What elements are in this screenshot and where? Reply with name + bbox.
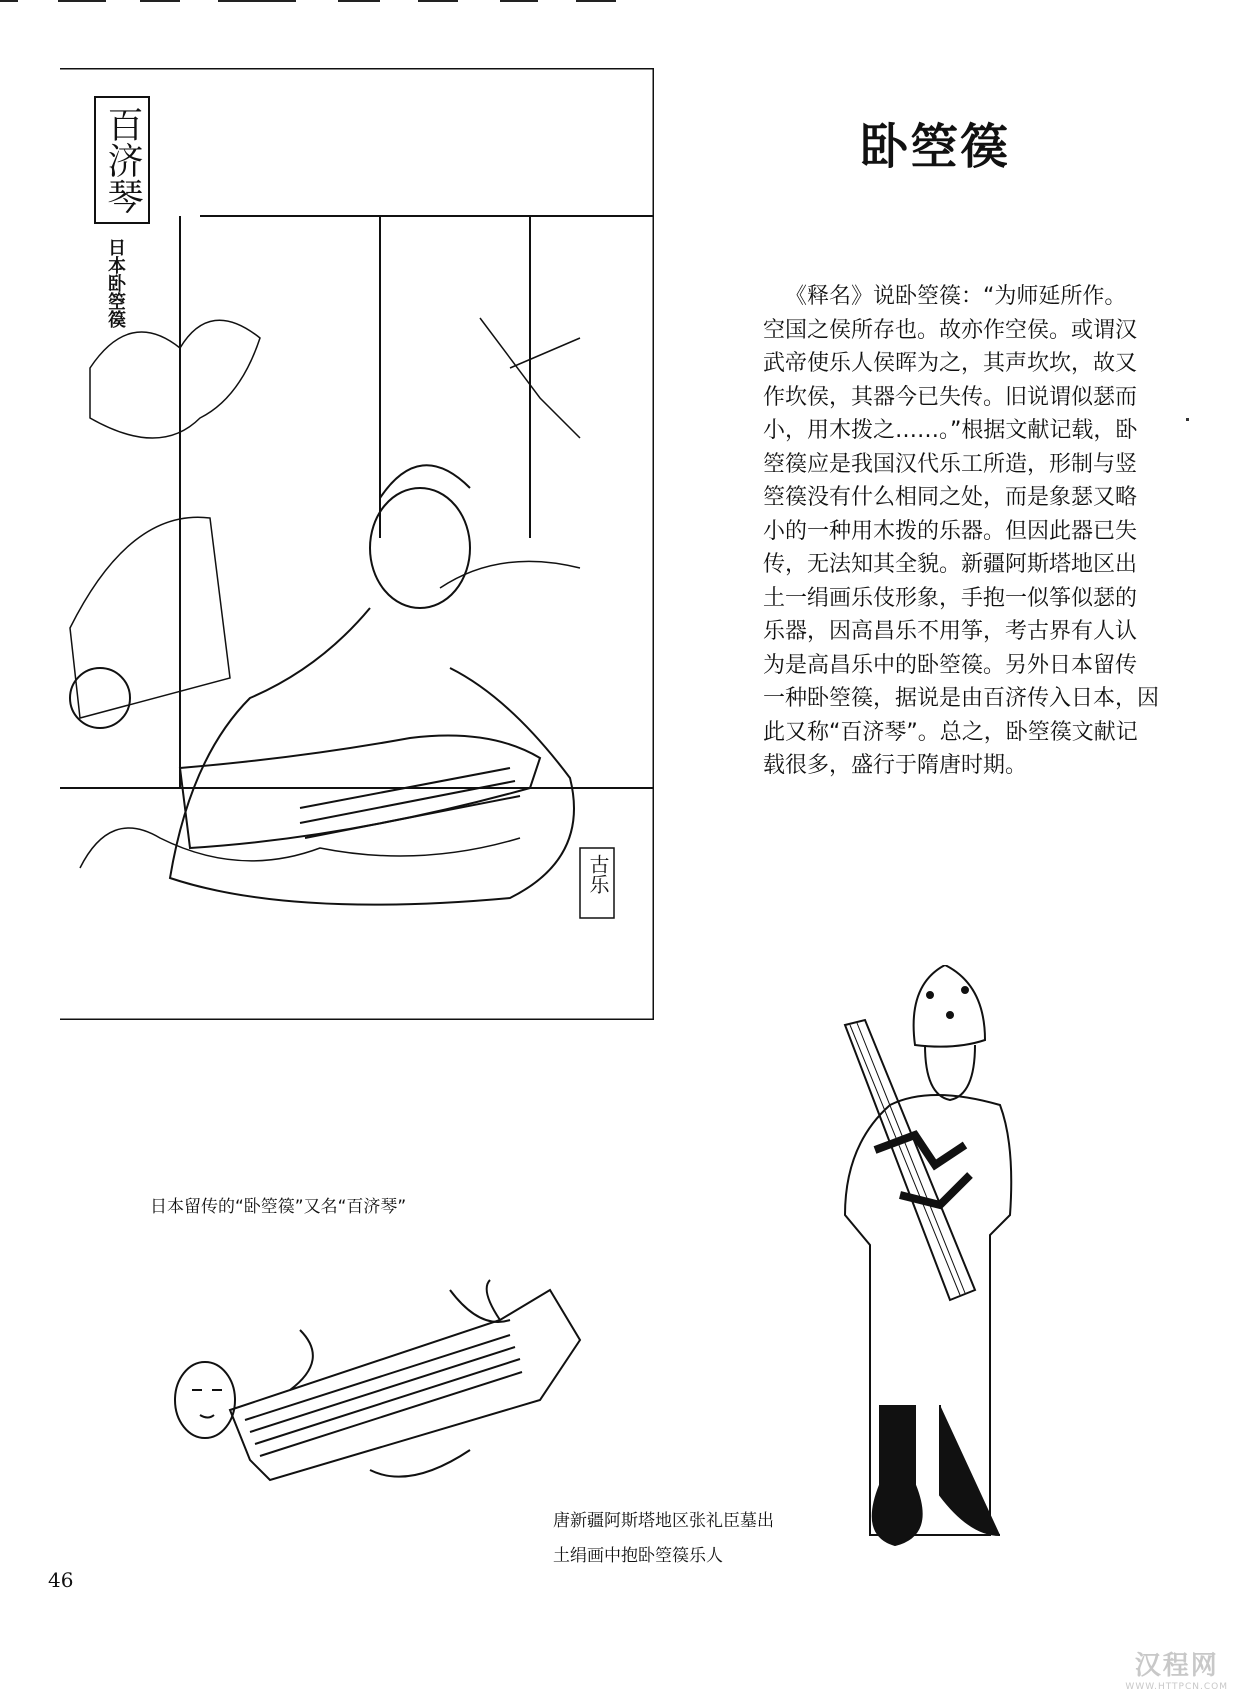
body-line: 小的一种用木拨的乐器。但因此器已失	[763, 518, 1138, 544]
body-line: 小，用木拨之……。”根据文献记载，卧	[763, 418, 1138, 443]
artist-seal: 古乐	[586, 854, 610, 894]
tang-musician-illustration	[830, 965, 1020, 1565]
body-line: 土一绢画乐伎形象，手抱一似筝似瑟的	[763, 585, 1138, 611]
body-line: 传，无法知其全貌。新疆阿斯塔地区出	[763, 552, 1138, 577]
vertical-label: 日本卧箜篌	[105, 238, 126, 328]
caption-japanese-instrument: 日本留传的“卧箜篌”又名“百济琴”	[150, 1197, 407, 1217]
scan-edge-mark	[140, 0, 180, 2]
geisha-koto-illustration	[60, 68, 654, 1020]
boxed-label: 百济琴	[94, 96, 150, 224]
watermark-name: 汉程网	[1134, 1651, 1219, 1681]
page-number: 46	[48, 1568, 74, 1592]
scan-edge-mark	[500, 0, 538, 2]
koto-instrument-illustration	[170, 1270, 620, 1520]
body-line: 为是高昌乐中的卧箜篌。另外日本留传	[763, 652, 1138, 678]
body-line: 乐器，因高昌乐不用筝，考古界有人认	[763, 619, 1138, 644]
body-line: 箜篌应是我国汉代乐工所造，形制与竖	[763, 451, 1138, 477]
page-title: 卧箜篌	[860, 119, 1011, 175]
body-line: 武帝使乐人侯晖为之，其声坎坎，故又	[763, 351, 1138, 376]
watermark-url: WWW.HTTPCN.COM	[1125, 1682, 1228, 1692]
caption-tang-musician-line2: 土绢画中抱卧箜篌乐人	[553, 1546, 723, 1566]
scan-edge-mark	[0, 0, 18, 2]
body-line: 《释名》说卧箜篌：“为师延所作。	[785, 284, 1127, 309]
scan-edge-mark	[58, 0, 106, 2]
body-line: 作坎侯，其器今已失传。旧说谓似瑟而	[763, 384, 1138, 410]
scan-edge-mark	[418, 0, 458, 2]
scan-edge-mark	[576, 0, 616, 2]
scan-edge-mark	[338, 0, 380, 2]
body-line: 载很多，盛行于隋唐时期。	[763, 753, 1028, 778]
scan-edge-mark	[218, 0, 296, 2]
body-line: 箜篌没有什么相同之处，而是象瑟又略	[763, 485, 1138, 510]
body-line: 一种卧箜篌，据说是由百济传入日本，因	[763, 686, 1160, 711]
scan-speck	[1186, 418, 1189, 421]
body-text	[763, 280, 1160, 783]
body-line: 空国之侯所存也。故亦作空侯。或谓汉	[763, 317, 1138, 343]
site-watermark	[1125, 1645, 1228, 1692]
caption-tang-musician-line1: 唐新疆阿斯塔地区张礼臣墓出	[553, 1511, 774, 1531]
body-line: 此又称“百济琴”。总之，卧箜篌文献记	[763, 719, 1138, 745]
